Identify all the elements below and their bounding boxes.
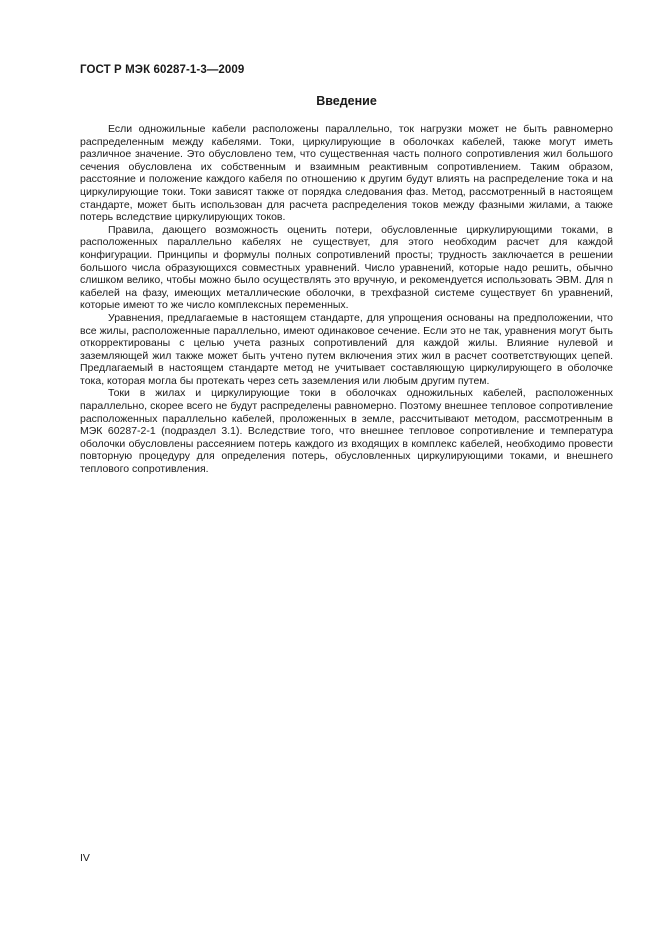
page-number: IV [80, 852, 90, 864]
body-text [80, 123, 613, 476]
paragraph-4: Токи в жилах и циркулирующие токи в оболочках одножильных кабелей, расположенных параллельно, скорее всего не будут распределены равномерно. Поэтому внешнее тепловое сопротивление расположенных параллельно кабелей, проложенных в земле, рассчитывают методом, рассмотренным в МЭК 60287-2-1 (подраздел 3.1). Вследствие того, что внешнее тепловое сопротивление и температура оболочки обусловлены рассеянием потерь каждого из входящих в комплекс кабелей, необходимо провести повторную процедуру для определения потерь, обусловленных циркулирующими токами, и внешнего теплового сопротивления. [80, 387, 613, 476]
document-code: ГОСТ Р МЭК 60287-1-3—2009 [80, 64, 245, 76]
paragraph-2: Правила, дающего возможность оценить потери, обусловленные циркулирующими токами, в расположенных параллельно кабелях не существует, для этого необходим расчет для каждой конфигурации. Принципы и формулы полных сопротивлений просты; трудность заключается в решении большого числа образующихся совместных уравнений. Число уравнений, которые надо решить, обычно слишком велико, чтобы можно было осуществлять это вручную, и рекомендуется использовать ЭВМ. Для n кабелей на фазу, имеющих металлические оболочки, в трехфазной системе существует 6n уравнений, которые имеют то же число комплексных переменных. [80, 223, 613, 312]
section-title: Введение [316, 94, 377, 108]
paragraph-3: Уравнения, предлагаемые в настоящем стандарте, для упрощения основаны на предположении, что все жилы, расположенные параллельно, имеют одинаковое сечение. Если это не так, уравнения могут быть откорректированы с целью учета разных сопротивлений для каждой жилы. Влияние нулевой и заземляющей жил также может быть учтено путем включения этих жил в расчет соответствующих цепей. Предлагаемый в настоящем стандарте метод не учитывает составляющую циркулирующего в оболочке тока, которая могла бы протекать через сеть заземления или любым другим путем. [80, 311, 613, 387]
paragraph-1: Если одножильные кабели расположены параллельно, ток нагрузки может не быть равномерно распределенным между кабелями. Токи, циркулирующие в оболочках кабелей, также могут иметь различное значение. Это обусловлено тем, что существенная часть полного сопротивления жил большого сечения обусловлена их собственным и взаимным реактивным сопротивлением. Таким образом, расстояние и положение каждого кабеля по отношению к другим будут влиять на распределение тока и на циркулирующие токи. Токи зависят также от порядка следования фаз. Метод, рассмотренный в настоящем стандарте, может быть использован для расчета распределения токов между фазными жилами, а также потерь вследствие циркулирующих токов. [80, 123, 613, 224]
